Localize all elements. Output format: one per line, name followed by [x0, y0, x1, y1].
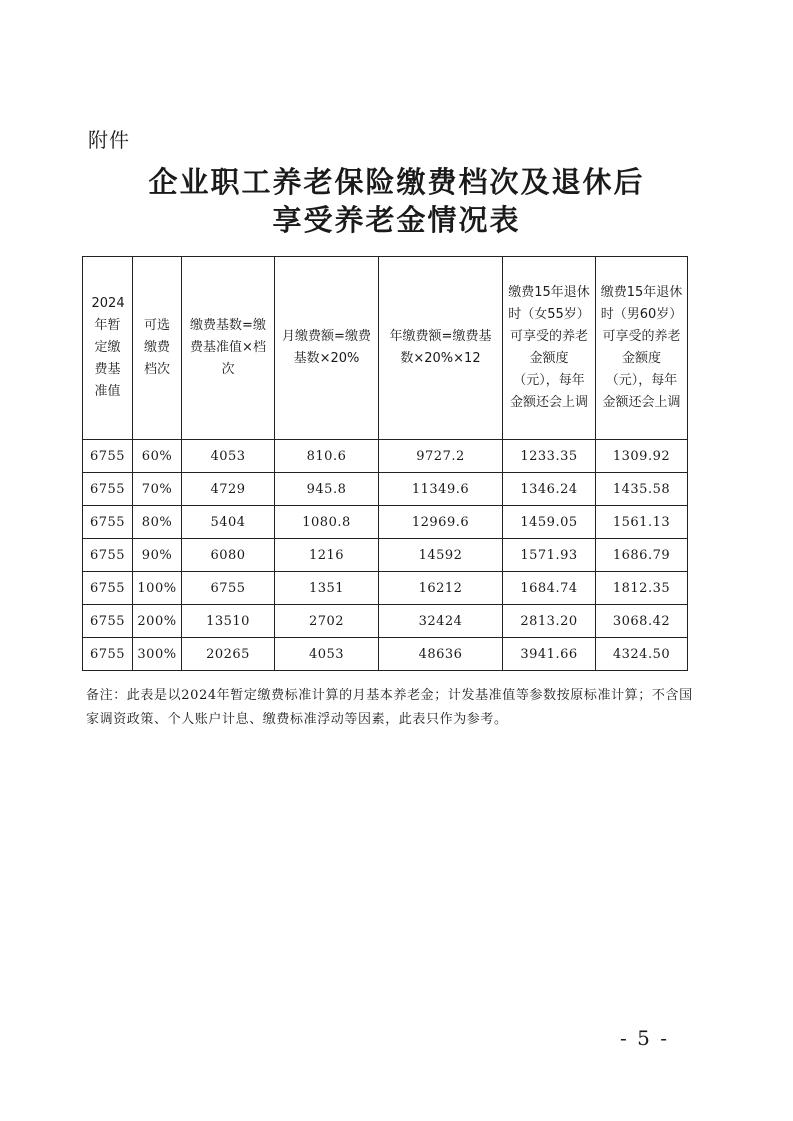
cell-annual: 14592: [379, 539, 503, 572]
cell-male-pension: 1812.35: [596, 572, 688, 605]
cell-female-pension: 1571.93: [503, 539, 596, 572]
cell-male-pension: 1309.92: [596, 440, 688, 473]
table-row: [83, 506, 688, 539]
cell-contribution-base: 4729: [182, 473, 275, 506]
cell-male-pension: 1686.79: [596, 539, 688, 572]
table-row: [83, 539, 688, 572]
cell-annual: 9727.2: [379, 440, 503, 473]
cell-male-pension: 1435.58: [596, 473, 688, 506]
cell-contribution-base: 6080: [182, 539, 275, 572]
cell-annual: 48636: [379, 638, 503, 671]
cell-contribution-base: 5404: [182, 506, 275, 539]
cell-tier: 300%: [133, 638, 182, 671]
document-title-line-1: 企业职工养老保险缴费档次及退休后: [148, 165, 645, 199]
cell-base-value: 6755: [83, 506, 133, 539]
table-row: [83, 638, 688, 671]
header-female-pension: 缴费15年退休时（女55岁）可享受的养老金额度（元），每年金额还会上调: [503, 257, 596, 440]
cell-monthly: 1080.8: [275, 506, 379, 539]
cell-base-value: 6755: [83, 605, 133, 638]
cell-tier: 70%: [133, 473, 182, 506]
cell-base-value: 6755: [83, 440, 133, 473]
cell-tier: 60%: [133, 440, 182, 473]
cell-female-pension: 1346.24: [503, 473, 596, 506]
cell-base-value: 6755: [83, 473, 133, 506]
cell-contribution-base: 6755: [182, 572, 275, 605]
table-row: [83, 572, 688, 605]
cell-base-value: 6755: [83, 572, 133, 605]
header-contribution-tier: 可选缴费档次: [133, 257, 182, 440]
header-monthly-contribution: 月缴费额=缴费基数×20%: [275, 257, 379, 440]
cell-female-pension: 1684.74: [503, 572, 596, 605]
table-footnote: 备注：此表是以2024年暂定缴费标准计算的月基本养老金；计发基准值等参数按原标准计算；不含国家调资政策、个人账户计息、缴费标准浮动等因素，此表只作为参考。: [86, 688, 693, 727]
table-row: [83, 440, 688, 473]
cell-female-pension: 2813.20: [503, 605, 596, 638]
page-number: - 5 -: [620, 1026, 669, 1050]
header-contribution-base: 缴费基数=缴费基准值×档次: [182, 257, 275, 440]
cell-monthly: 2702: [275, 605, 379, 638]
cell-tier: 80%: [133, 506, 182, 539]
cell-contribution-base: 4053: [182, 440, 275, 473]
cell-tier: 100%: [133, 572, 182, 605]
cell-contribution-base: 13510: [182, 605, 275, 638]
cell-female-pension: 3941.66: [503, 638, 596, 671]
cell-annual: 32424: [379, 605, 503, 638]
cell-annual: 16212: [379, 572, 503, 605]
cell-male-pension: 3068.42: [596, 605, 688, 638]
cell-male-pension: 1561.13: [596, 506, 688, 539]
header-base-value: 2024年暂定缴费基准值: [83, 257, 133, 440]
cell-female-pension: 1459.05: [503, 506, 596, 539]
cell-monthly: 1216: [275, 539, 379, 572]
cell-base-value: 6755: [83, 638, 133, 671]
cell-male-pension: 4324.50: [596, 638, 688, 671]
header-male-pension: 缴费15年退休时（男60岁）可享受的养老金额度（元），每年金额还会上调: [596, 257, 688, 440]
cell-tier: 90%: [133, 539, 182, 572]
cell-base-value: 6755: [83, 539, 133, 572]
cell-monthly: 4053: [275, 638, 379, 671]
table-row: [83, 605, 688, 638]
attachment-label: 附件: [88, 128, 130, 152]
table-header-row: [83, 257, 688, 440]
cell-female-pension: 1233.35: [503, 440, 596, 473]
document-title-line-2: 享受养老金情况表: [272, 203, 521, 237]
cell-monthly: 810.6: [275, 440, 379, 473]
cell-tier: 200%: [133, 605, 182, 638]
cell-monthly: 945.8: [275, 473, 379, 506]
pension-table: [82, 256, 688, 671]
cell-annual: 12969.6: [379, 506, 503, 539]
cell-contribution-base: 20265: [182, 638, 275, 671]
table-row: [83, 473, 688, 506]
cell-annual: 11349.6: [379, 473, 503, 506]
header-annual-contribution: 年缴费额=缴费基数×20%×12: [379, 257, 503, 440]
cell-monthly: 1351: [275, 572, 379, 605]
